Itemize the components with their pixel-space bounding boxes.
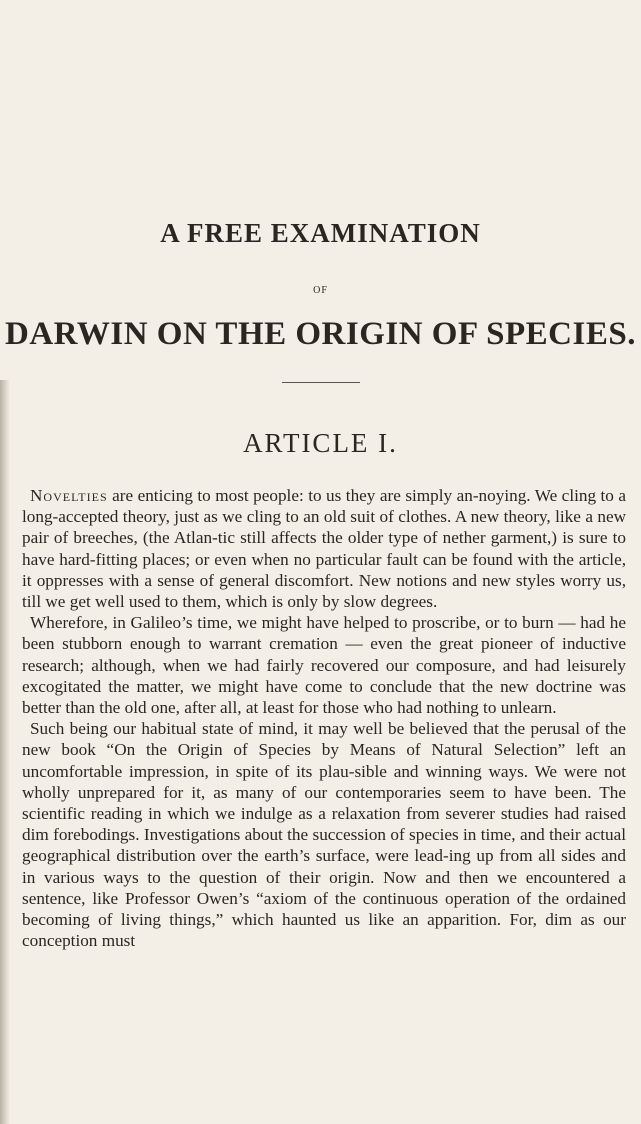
paragraph-1	[22, 485, 626, 612]
title-divider	[282, 382, 360, 383]
article-body	[22, 485, 626, 951]
article-heading: ARTICLE I.	[243, 428, 398, 458]
page-binding-shadow	[0, 380, 10, 1124]
paragraph-1-text: are enticing to most people: to us they are simply an-noying. We cling to a long-accepted theory, just as we cling to an old suit of clothes. A new theory, like a new pair of breeches, (the Atlan-tic still affects the older type of nether garment,) is sure to have hard-fitting places; or even when no particular fault can be found with the article, it oppresses with a sense of general discomfort. New notions and new styles worry us, till we get well used to them, which is only by slow degrees.	[22, 486, 626, 612]
paragraph-3: Such being our habitual state of mind, it may well be believed that the perusal of the new book “On the Origin of Species by Means of Natural Selection” left an uncomfortable impression, in spite of its plau-sible and winning ways. We were not wholly unprepared for it, as many of our contemporaries seem to have been. The scientific reading in which we indulge as a relaxation from severer studies had raised dim forebodings. Investigations about the succession of species in time, and their actual geographical distribution over the earth’s surface, were lead-ing up from all sides and in various ways to the question of their origin. Now and then we encountered a sentence, like Professor Owen’s “axiom of the continuous operation of the ordained becoming of living things,” which haunted us like an apparition. For, dim as our conception must	[22, 719, 626, 951]
paragraph-2: Wherefore, in Galileo’s time, we might have helped to proscribe, or to burn — had he been stubborn enough to warrant cremation — even the great pioneer of inductive research; although, when we had fairly recovered our composure, and had leisurely excogitated the matter, we might have come to conclude that the new doctrine was better than the old one, after all, at least for those who had nothing to unlearn.	[22, 613, 626, 718]
drop-word: Novelties	[30, 486, 108, 505]
title-of: OF	[313, 285, 328, 296]
book-subtitle: DARWIN ON THE ORIGIN OF SPECIES.	[5, 316, 636, 352]
book-title: A FREE EXAMINATION	[160, 218, 481, 248]
